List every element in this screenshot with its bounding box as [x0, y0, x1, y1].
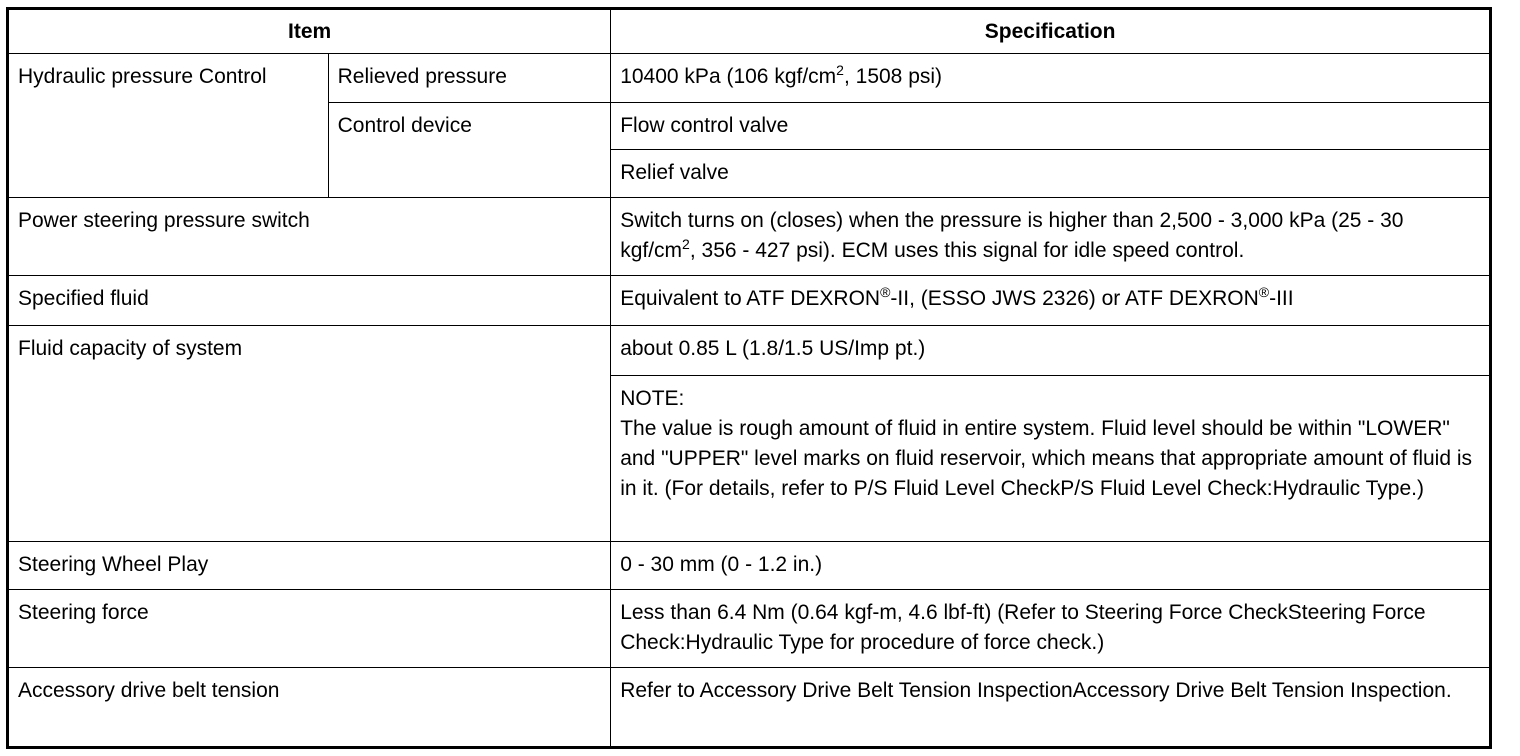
specification-table [6, 7, 1492, 749]
item-header: Item [8, 9, 611, 54]
spec-text: Equivalent to ATF DEXRON [620, 287, 881, 310]
spec-cell: Refer to Accessory Drive Belt Tension InspectionAccessory Drive Belt Tension Inspection. [611, 668, 1491, 748]
spec-cell: Relief valve [611, 150, 1491, 198]
sub-item-cell: Control device [328, 103, 611, 198]
table-row [8, 276, 1491, 326]
sub-item-cell: Relieved pressure [328, 54, 611, 103]
item-cell: Fluid capacity of system [8, 326, 611, 542]
item-cell: Steering Wheel Play [8, 542, 611, 590]
superscript: 2 [682, 236, 690, 252]
spec-cell [611, 198, 1491, 276]
registered-mark: ® [880, 284, 891, 300]
superscript: 2 [836, 62, 844, 78]
table-row [8, 198, 1491, 276]
spec-text: -III [1269, 287, 1294, 310]
table-row [8, 542, 1491, 590]
note-text: The value is rough amount of fluid in entire system. Fluid level should be within "LOWER" and "UPPER" level marks on fluid reservoir, which means that appropriate amount of fluid is in it. (For details, refer to P/S Fluid Level CheckP/S Fluid Level Check:Hydraulic Type.) [620, 417, 1473, 500]
spec-text: 10400 kPa (106 kgf/cm [620, 65, 837, 88]
table-row [8, 590, 1491, 668]
spec-cell: 0 - 30 mm (0 - 1.2 in.) [611, 542, 1491, 590]
note-cell [611, 376, 1491, 542]
header-row [8, 9, 1491, 54]
spec-cell: Flow control valve [611, 103, 1491, 150]
item-cell: Hydraulic pressure Control [8, 54, 329, 198]
spec-cell: Less than 6.4 Nm (0.64 kgf-m, 4.6 lbf-ft) (Refer to Steering Force CheckSteering Force Check:Hydraulic Type for procedure of force check.) [611, 590, 1491, 668]
spec-cell [611, 276, 1491, 326]
item-cell: Power steering pressure switch [8, 198, 611, 276]
note-title: NOTE: [620, 387, 685, 410]
item-cell: Accessory drive belt tension [8, 668, 611, 748]
spec-text: , 1508 psi) [843, 65, 943, 88]
registered-mark: ® [1258, 284, 1270, 300]
spec-text: Switch turns on (closes) when the pressure is higher than 2,500 - 3,000 kPa (25 - 30 kgf/cm [620, 209, 1404, 262]
table-row [8, 54, 1491, 103]
specification-header: Specification [611, 9, 1491, 54]
spec-text: , 356 - 427 psi). ECM uses this signal for idle speed control. [689, 239, 1245, 262]
item-cell: Specified fluid [8, 276, 611, 326]
item-cell: Steering force [8, 590, 611, 668]
spec-cell: about 0.85 L (1.8/1.5 US/Imp pt.) [611, 326, 1491, 376]
spec-cell [611, 54, 1491, 103]
table-row [8, 326, 1491, 376]
spec-text: -II, (ESSO JWS 2326) or ATF DEXRON [890, 287, 1259, 310]
table-row [8, 668, 1491, 748]
